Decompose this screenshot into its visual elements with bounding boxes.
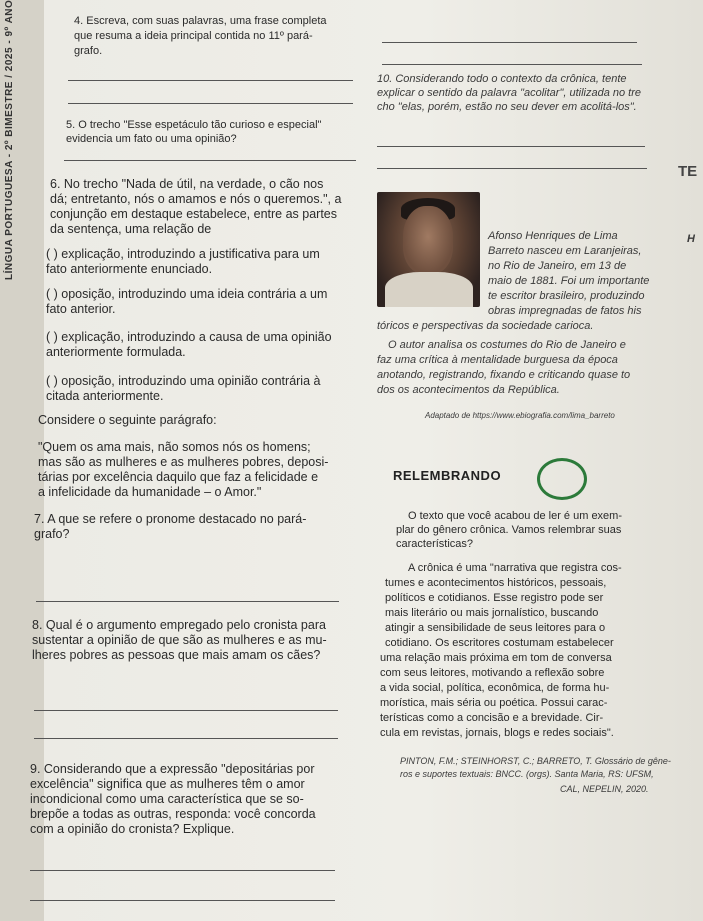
q6-option4-a[interactable]: ( ) oposição, introduzindo uma opinião contrária à	[46, 374, 321, 388]
q9-line4: brepõe a todas as outras, responda: você concorda	[30, 807, 316, 821]
reference-line2: ros e suportes textuais: BNCC. (orgs). Santa Maria, RS: UFSM,	[400, 769, 654, 779]
relembrando-title: RELEMBRANDO	[393, 468, 502, 483]
q8-line1: 8. Qual é o argumento empregado pelo cronista para	[32, 618, 326, 632]
q7-line2: grafo?	[34, 527, 70, 541]
bio-line4: maio de 1881. Foi um importante	[488, 275, 650, 287]
bio-line1: Afonso Henriques de Lima	[488, 230, 618, 242]
bio-line6: obras impregnadas de fatos his	[488, 305, 642, 317]
answer-line	[382, 42, 637, 43]
bio-line10: anotando, registrando, fixando e criticando quase to	[377, 369, 631, 381]
q7-line1: 7. A que se refere o pronome destacado no pará-	[34, 512, 307, 526]
answer-line	[377, 146, 645, 147]
q10-line2: explicar o sentido da palavra "acolitar", utilizada no tre	[377, 87, 642, 99]
bio-header-2: H	[687, 233, 695, 245]
q6-option2-a[interactable]: ( ) oposição, introduzindo uma ideia contrária a um	[46, 287, 328, 301]
relembrando-body10: morística, mais séria ou poética. Possui carac-	[380, 697, 608, 709]
answer-line	[64, 160, 356, 161]
q6-line2: dá; entretanto, nós o amamos e nós o queremos.", a	[50, 192, 342, 206]
answer-line	[30, 900, 335, 901]
bio-header: TE	[678, 163, 698, 180]
q10-line1: 10. Considerando todo o contexto da crônica, tente	[377, 73, 627, 85]
answer-line	[30, 870, 335, 871]
answer-line	[68, 103, 353, 104]
quote-line3: tárias por excelência daquilo que faz a felicidade e	[38, 470, 319, 484]
relembrando-body7: uma relação mais próxima em tom de conversa	[380, 652, 612, 664]
q8-line2: sustentar a opinião de que são as mulheres e as mu-	[32, 633, 327, 647]
relembrando-body1: A crônica é uma "narrativa que registra cos-	[408, 562, 622, 574]
relembrando-intro1: O texto que você acabou de ler é um exem-	[408, 510, 623, 522]
answer-line	[36, 601, 339, 602]
q10-line3: cho "elas, porém, estão no seu dever em acolitá-los".	[377, 101, 637, 113]
relembrando-body11: terísticas como a concisão e a brevidade. Cir-	[380, 712, 604, 724]
reference-line3: CAL, NEPELIN, 2020.	[560, 784, 649, 794]
relembrando-intro2: plar do gênero crônica. Vamos relembrar suas	[396, 524, 622, 536]
considere-label: Considere o seguinte parágrafo:	[38, 413, 217, 427]
bio-line3: no Rio de Janeiro, em 13 de	[488, 260, 627, 272]
q9-line2: excelência" significa que as mulheres têm o amor	[30, 777, 305, 791]
q6-option2-b: fato anterior.	[46, 302, 116, 316]
relembrando-body8: com seus leitores, motivando a reflexão sobre	[380, 667, 605, 679]
q6-option3-b: anteriormente formulada.	[46, 345, 186, 359]
relembrando-body4: mais literário ou mais jornalístico, buscando	[385, 607, 599, 619]
reference-line1: PINTON, F.M.; STEINHORST, C.; BARRETO, T. Glossário de gêne-	[400, 756, 671, 766]
author-photo	[377, 192, 480, 307]
q5-line1: 5. O trecho "Esse espetáculo tão curioso e especial"	[66, 119, 322, 131]
q6-line3: conjunção em destaque estabelece, entre as partes	[50, 207, 337, 221]
q9-line3: incondicional como uma característica que se so-	[30, 792, 304, 806]
q9-line5: com a opinião do cronista? Explique.	[30, 822, 235, 836]
bio-line5: te escritor brasileiro, produzindo	[488, 290, 645, 302]
relembrando-intro3: características?	[396, 538, 474, 550]
bio-line11: dos os acontecimentos da República.	[377, 384, 560, 396]
q4-line2: que resuma a ideia principal contida no 11º pará-	[74, 30, 313, 42]
answer-line	[68, 80, 353, 81]
q6-option1-b: fato anteriormente enunciado.	[46, 262, 213, 276]
q6-line4: da sentença, uma relação de	[50, 222, 212, 236]
q9-line1: 9. Considerando que a expressão "depositárias por	[30, 762, 315, 776]
relembrando-body5: atingir a sensibilidade de seus leitores para o	[385, 622, 606, 634]
q5-line2: evidencia um fato ou uma opinião?	[66, 133, 237, 145]
answer-line	[34, 710, 338, 711]
bio-line9: faz uma crítica à mentalidade burguesa da época	[377, 354, 618, 366]
q6-option3-a[interactable]: ( ) explicação, introduzindo a causa de uma opinião	[46, 330, 332, 344]
q4-line1: 4. Escreva, com suas palavras, uma frase completa	[74, 15, 327, 27]
q4-line3: grafo.	[74, 45, 103, 57]
relembrando-body3: políticos e cotidianos. Esse registro pode ser	[385, 592, 604, 604]
answer-line	[34, 738, 338, 739]
q6-option1-a[interactable]: ( ) explicação, introduzindo a justificativa para um	[46, 247, 320, 261]
relembrando-body12: cula em revistas, jornais, blogs e redes sociais".	[380, 727, 614, 739]
q6-line1: 6. No trecho "Nada de útil, na verdade, o cão nos	[50, 177, 324, 191]
q8-line3: lheres pobres as pessoas que mais amam os cães?	[32, 648, 321, 662]
bio-line2: Barreto nasceu em Laranjeiras,	[488, 245, 642, 257]
relembrando-body2: tumes e acontecimentos históricos, pessoais,	[385, 577, 607, 589]
answer-line	[377, 168, 647, 169]
side-label: LÍNGUA PORTUGUESA - 2º BIMESTRE / 2025 - 9º ANO	[4, 0, 15, 280]
speech-bubble-icon	[537, 458, 587, 500]
relembrando-body6: cotidiano. Os escritores costumam estabelecer	[385, 637, 614, 649]
bio-line8: O autor analisa os costumes do Rio de Janeiro e	[388, 339, 626, 351]
bio-source: Adaptado de https://www.ebiografia.com/lima_barreto	[425, 411, 615, 420]
q6-option4-b: citada anteriormente.	[46, 389, 164, 403]
quote-line2: mas são as mulheres e as mulheres pobres, deposi-	[38, 455, 329, 469]
quote-line4: a infelicidade da humanidade – o Amor."	[38, 485, 262, 499]
relembrando-body9: a vida social, política, econômica, de forma hu-	[380, 682, 610, 694]
quote-line1: "Quem os ama mais, não somos nós os homens;	[38, 440, 311, 454]
answer-line	[382, 64, 642, 65]
bio-line7: tóricos e perspectivas da sociedade carioca.	[377, 320, 594, 332]
